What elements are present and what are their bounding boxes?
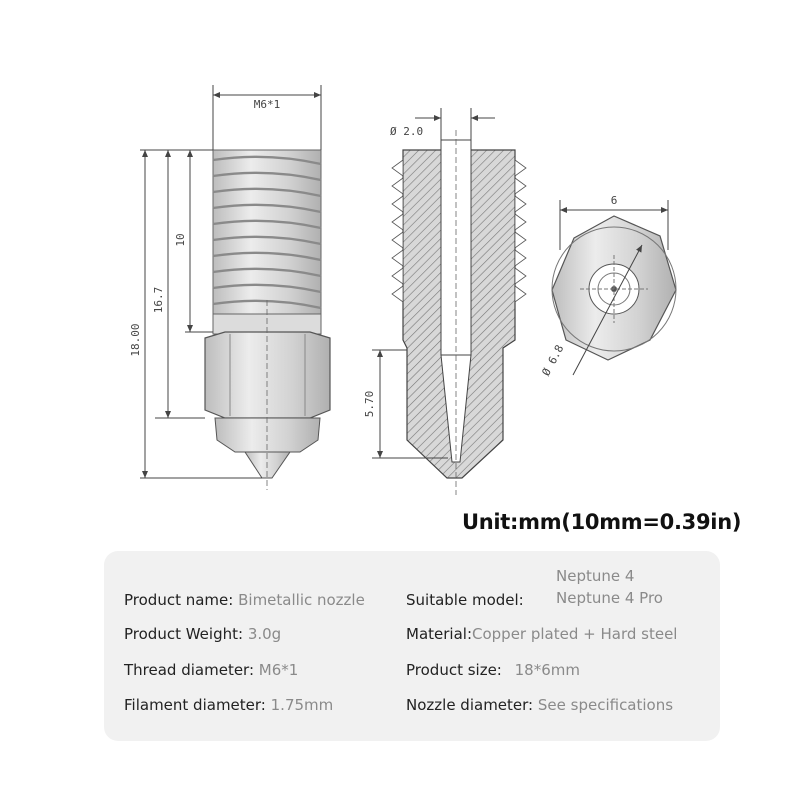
end-view [539,194,676,378]
spec-thread-diameter [124,661,298,679]
spec-material [406,625,677,643]
spec-card [104,551,720,741]
dim-thread: M6*1 [253,98,281,111]
spec-filament-diameter [124,696,333,714]
spec-value: See specifications [537,696,674,714]
spec-value: 18*6mm [514,661,580,679]
spec-value: Bimetallic nozzle [238,591,365,609]
spec-label: Nozzle diameter: [406,696,534,714]
spec-suitable-model-label [406,591,524,609]
thread-section [213,150,321,334]
model-neptune-4-pro: Neptune 4 Pro [556,589,663,607]
dim-bore: Ø 2.0 [390,125,424,138]
nozzle-tip [215,418,320,478]
dim-thread-length: 10 [174,233,187,247]
spec-label: Product Weight: [124,625,244,643]
spec-value: 3.0g [247,625,282,643]
dim-hex-diameter: Ø 6.8 [539,342,567,379]
spec-label: Product name: [124,591,234,609]
spec-label: Material: [406,625,472,643]
spec-value: 1.75mm [270,696,334,714]
unit-note: Unit:mm(10mm=0.39in) [462,510,742,534]
spec-label: Thread diameter: [124,661,255,679]
front-view [129,85,330,490]
dim-hex-width: 6 [610,194,618,207]
spec-product-name [124,591,365,609]
section-view [363,108,526,495]
spec-product-weight [124,625,281,643]
spec-suitable-model-values [556,565,663,609]
dim-total-length: 18.00 [129,323,142,357]
model-neptune-4: Neptune 4 [556,567,635,585]
spec-product-size [406,661,580,679]
spec-label: Product size: [406,661,502,679]
spec-nozzle-diameter [406,696,673,714]
hex-body [205,332,330,418]
spec-label: Suitable model: [406,591,524,609]
dim-tip-length: 5.70 [363,390,376,418]
spec-value: Copper plated + Hard steel [472,625,678,643]
spec-value: M6*1 [258,661,299,679]
dim-threaded-body: 16.7 [152,286,165,314]
spec-label: Filament diameter: [124,696,266,714]
